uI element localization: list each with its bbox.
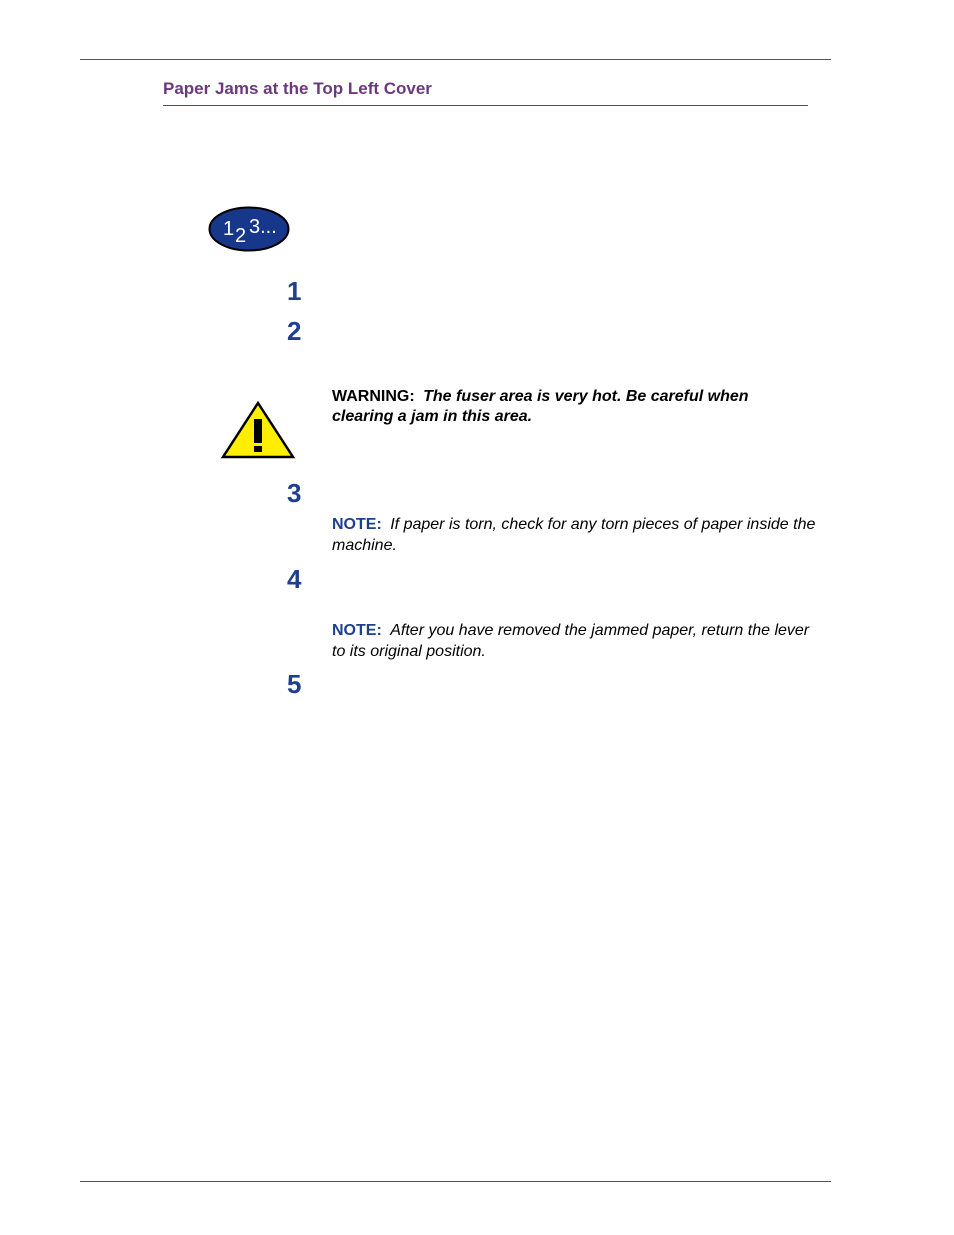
note-label: NOTE: xyxy=(332,516,382,533)
warning-triangle-icon xyxy=(220,400,296,460)
badge-digit-2: 2 xyxy=(235,225,247,247)
note-body: If paper is torn, check for any torn pieces of paper inside the machine. xyxy=(332,516,816,554)
warning-body: The fuser area is very hot. Be careful when clearing a jam in this area. xyxy=(332,388,749,425)
section-title: Paper Jams at the Top Left Cover xyxy=(163,79,432,98)
step-number-2: 2 xyxy=(287,316,302,346)
step-number-4: 4 xyxy=(287,564,302,594)
badge-digit-3: 3... xyxy=(249,216,277,238)
note-body: After you have removed the jammed paper, return the lever to its original position. xyxy=(332,622,810,660)
warning-message xyxy=(332,387,802,427)
note-return-lever xyxy=(332,620,824,662)
steps-badge-icon xyxy=(208,206,290,252)
note-torn-paper xyxy=(332,514,824,556)
warning-label: WARNING: xyxy=(332,388,415,405)
footer-rule xyxy=(80,1181,831,1182)
step-number-3: 3 xyxy=(287,478,302,508)
title-underline xyxy=(163,105,808,106)
header-rule xyxy=(80,59,831,60)
step-number-5: 5 xyxy=(287,669,302,699)
step-number-1: 1 xyxy=(287,276,302,306)
badge-digit-1: 1 xyxy=(223,218,235,240)
note-label: NOTE: xyxy=(332,622,382,639)
